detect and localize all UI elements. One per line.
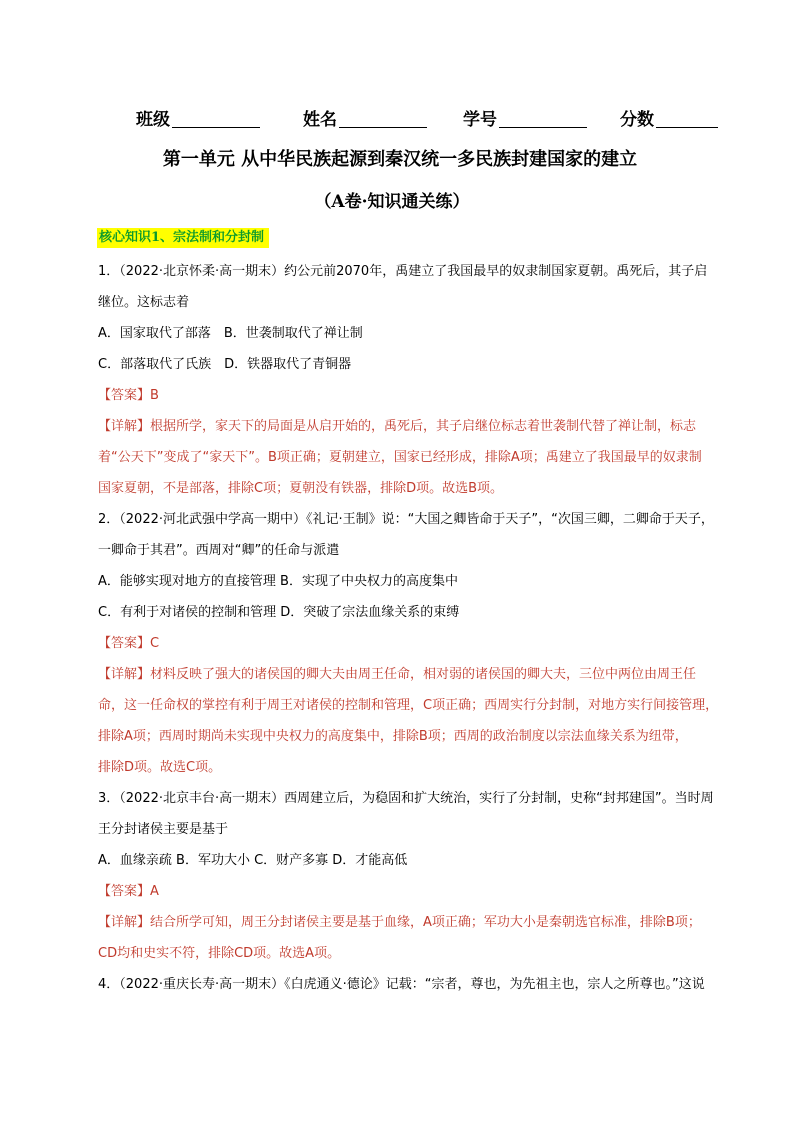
detail-line: 着“公天下”变成了“家天下”。B项正确；夏朝建立，国家已经形成，排除A项；禹建立了我国最早的奴隶制	[98, 450, 702, 465]
question-item	[98, 783, 722, 969]
detail-line: 国家夏朝，不是部落，排除C项；夏朝没有铁器，排除D项。故选B项。	[98, 481, 504, 496]
question-stem-line: 3．（2022·北京丰台·高一期末）西周建立后，为稳固和扩大统治，实行了分封制，史称“封邦建国”。当时周	[98, 791, 714, 806]
detail-label: 【详解】	[98, 667, 151, 682]
question-stem-line: 1．（2022·北京怀柔·高一期末）约公元前2070年，禹建立了我国最早的奴隶制国家夏朝。禹死后，其子启	[98, 264, 708, 279]
detail-text: 根据所学，家天下的局面是从启开始的，禹死后，其子启继位标志着世袭制代替了禅让制，标志	[150, 419, 697, 434]
detail-label: 【详解】	[98, 915, 151, 930]
option-line: A．能够实现对地方的直接管理 B．实现了中央权力的高度集中	[98, 574, 458, 589]
question-stem-line: 4．（2022·重庆长寿·高一期末）《白虎通义·德论》记载：“宗者，尊也，为先祖主也，宗人之所尊也。”这说	[98, 977, 705, 992]
question-stem-line: 继位。这标志着	[98, 295, 190, 310]
option-line: A．国家取代了部落 B．世袭制取代了禅让制	[98, 326, 363, 341]
detail-line	[98, 907, 722, 938]
option-line: C．有利于对诸侯的控制和管理 D．突破了宗法血缘关系的束缚	[98, 605, 460, 620]
detail-line	[98, 411, 722, 442]
option-line: A．血缘亲疏 B．军功大小 C．财产多寡 D．才能高低	[98, 853, 408, 868]
question-item	[98, 969, 722, 1000]
unit-subtitle: （A卷·知识通关练）	[314, 192, 470, 212]
answer-label: 【答案】	[98, 636, 151, 651]
detail-line: 命，这一任命权的掌控有利于周王对诸侯的控制和管理，C项正确；西周实行分封制，对地方实行间接管理，	[98, 698, 719, 713]
answer-value: A	[150, 884, 159, 899]
answer-line	[98, 876, 722, 907]
unit-title: 第一单元 从中华民族起源到秦汉统一多民族封建国家的建立	[162, 149, 638, 170]
class-field: 班级	[136, 105, 260, 130]
student-info-row	[136, 105, 726, 131]
detail-line: 排除A项；西周时期尚未实现中央权力的高度集中，排除B项；西周的政治制度以宗法血缘关系为纽带，	[98, 729, 688, 744]
student-id-field: 学号	[463, 105, 587, 130]
question-stem-line: 一卿命于其君”。西周对“卿”的任命与派遣	[98, 543, 340, 558]
answer-value: C	[150, 636, 160, 651]
answer-line	[98, 628, 722, 659]
answer-value: B	[150, 388, 159, 403]
score-field: 分数	[620, 105, 718, 130]
question-stem-line: 2．（2022·河北武强中学高一期中）《礼记·王制》说：“大国之卿皆命于天子”，“次国三卿，二卿命于天子，	[98, 512, 714, 527]
question-list	[98, 256, 722, 1000]
name-field: 姓名	[303, 105, 427, 130]
answer-label: 【答案】	[98, 388, 151, 403]
question-stem-line: 王分封诸侯主要是基于	[98, 822, 229, 837]
detail-text: 材料反映了强大的诸侯国的卿大夫由周王任命，相对弱的诸侯国的卿大夫，三位中两位由周王任	[150, 667, 697, 682]
detail-line: CD均和史实不符，排除CD项。故选A项。	[98, 946, 341, 961]
option-line: C．部落取代了氏族 D．铁器取代了青铜器	[98, 357, 352, 372]
answer-label: 【答案】	[98, 884, 151, 899]
answer-line	[98, 380, 722, 411]
detail-text: 结合所学可知，周王分封诸侯主要是基于血缘，A项正确；军功大小是秦朝选官标准，排除B项；	[150, 915, 701, 930]
detail-line: 排除D项。故选C项。	[98, 760, 222, 775]
detail-line	[98, 659, 722, 690]
section-heading: 核心知识1、宗法制和分封制	[97, 228, 269, 248]
detail-label: 【详解】	[98, 419, 151, 434]
question-item	[98, 256, 722, 504]
question-item	[98, 504, 722, 783]
